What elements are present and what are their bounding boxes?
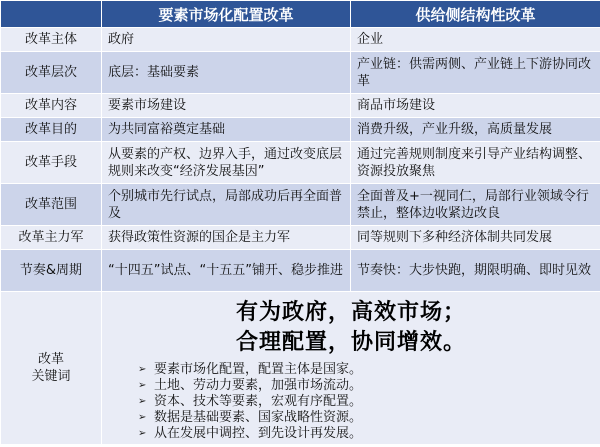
row-label: 改革内容 [1, 94, 102, 118]
row-label: 改革主力军 [1, 226, 102, 250]
bullet-text: 要素市场化配置，配置主体是国家。 [154, 362, 363, 377]
keywords-label-line2: 关键词 [31, 369, 71, 384]
row-label: 改革层次 [1, 52, 102, 94]
list-item [138, 394, 594, 410]
right-cell: 同等规则下多种经济体制共同发展 [351, 226, 600, 250]
left-cell: 底层：基础要素 [102, 52, 351, 94]
row-label: 改革手段 [1, 142, 102, 184]
list-item [138, 410, 594, 426]
table-row [1, 52, 600, 94]
table-row [1, 142, 600, 184]
bullet-text: 资本、技术等要素，宏观有序配置。 [154, 394, 363, 409]
arrow-bullet-icon: ➢ [138, 380, 147, 391]
table-row [1, 28, 600, 52]
slogan-line1: 有为政府，高效市场； [235, 300, 466, 325]
left-cell: 从要素的产权、边界入手，通过改变底层规则来改变“经济发展基因” [102, 142, 351, 184]
left-cell: 要素市场建设 [102, 94, 351, 118]
header-factor-market-reform: 要素市场化配置改革 [102, 1, 351, 28]
table-row [1, 184, 600, 226]
list-item [138, 426, 594, 442]
arrow-bullet-icon: ➢ [138, 412, 147, 423]
left-cell: 个别城市先行试点，局部成功后再全面普及 [102, 184, 351, 226]
keywords-row [1, 292, 600, 445]
right-cell: 消费升级，产业升级，高质量发展 [351, 118, 600, 142]
keywords-label-line1: 改革 [37, 352, 64, 367]
keywords-label [1, 292, 102, 445]
keyword-bullet-list [108, 362, 594, 442]
right-cell: 商品市场建设 [351, 94, 600, 118]
right-cell: 企业 [351, 28, 600, 52]
header-row [1, 1, 600, 28]
right-cell: 产业链：供需两侧、产业链上下游协同改革 [351, 52, 600, 94]
arrow-bullet-icon: ➢ [138, 428, 147, 439]
left-cell: 获得政策性资源的国企是主力军 [102, 226, 351, 250]
right-cell: 通过完善规则制度来引导产业结构调整、资源投放聚焦 [351, 142, 600, 184]
list-item [138, 378, 594, 394]
left-cell: 为共同富裕奠定基础 [102, 118, 351, 142]
slogan-line2: 合理配置，协同增效。 [235, 330, 466, 355]
list-item [138, 362, 594, 378]
table-row [1, 250, 600, 292]
header-supply-side-reform: 供给侧结构性改革 [351, 1, 600, 28]
keywords-content [102, 292, 600, 445]
row-label: 改革主体 [1, 28, 102, 52]
bullet-text: 土地、劳动力要素，加强市场流动。 [154, 378, 363, 393]
table-row [1, 94, 600, 118]
bullet-text: 数据是基础要素、国家战略性资源。 [154, 410, 363, 425]
arrow-bullet-icon: ➢ [138, 364, 147, 375]
header-blank [1, 1, 102, 28]
arrow-bullet-icon: ➢ [138, 396, 147, 407]
row-label: 改革目的 [1, 118, 102, 142]
table-row [1, 226, 600, 250]
table-row [1, 118, 600, 142]
row-label: 节奏&周期 [1, 250, 102, 292]
right-cell: 节奏快：大步快跑，期限明确、即时见效 [351, 250, 600, 292]
left-cell: 政府 [102, 28, 351, 52]
left-cell: “十四五”试点、“十五五”铺开、稳步推进 [102, 250, 351, 292]
right-cell: 全面普及+一视同仁，局部行业领域令行禁止，整体边收紧边改良 [351, 184, 600, 226]
bullet-text: 从在发展中调控、到先设计再发展。 [154, 426, 363, 441]
row-label: 改革范围 [1, 184, 102, 226]
